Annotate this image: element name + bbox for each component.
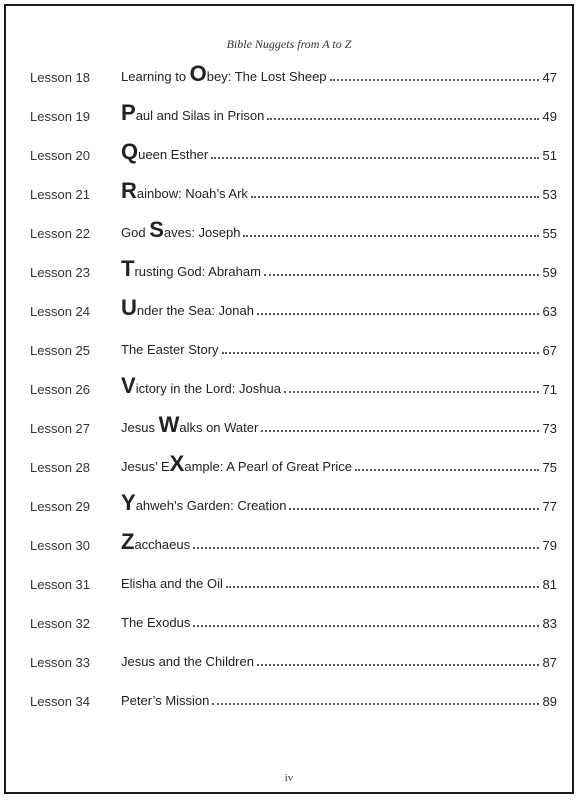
toc-row [6, 610, 572, 634]
lesson-label: Lesson 30 [30, 538, 90, 553]
title-text: aves: Joseph [163, 225, 241, 240]
alphabet-letter: O [189, 61, 207, 86]
title-text: bey: The Lost Sheep [206, 69, 327, 84]
toc-page-number: 59 [542, 265, 557, 280]
toc-page-number: 51 [542, 148, 557, 163]
toc-row [6, 373, 572, 400]
toc-row [6, 490, 572, 517]
lesson-title [121, 492, 286, 517]
dot-leader [289, 508, 538, 510]
lesson-title [121, 375, 281, 400]
lesson-title [121, 687, 209, 712]
lesson-label: Lesson 34 [30, 694, 90, 709]
lesson-title [121, 414, 258, 439]
alphabet-letter: T [121, 256, 135, 281]
lesson-label: Lesson 26 [30, 382, 90, 397]
alphabet-letter: S [149, 217, 164, 242]
dot-leader [257, 664, 539, 666]
alphabet-letter: Z [121, 529, 135, 554]
toc-page-number: 79 [542, 538, 557, 553]
toc-entry [121, 609, 557, 634]
title-text: ahweh’s Garden: Creation [135, 498, 287, 513]
lesson-title [121, 180, 248, 205]
lesson-title [121, 102, 264, 127]
lesson-label: Lesson 33 [30, 655, 90, 670]
lesson-title [121, 141, 208, 166]
alphabet-letter: X [169, 451, 185, 476]
toc-entry [121, 492, 557, 517]
alphabet-letter: Y [121, 490, 136, 515]
toc-entry [121, 258, 557, 283]
title-text: rusting God: Abraham [134, 264, 261, 279]
alphabet-letter: P [121, 100, 136, 125]
lesson-label: Lesson 32 [30, 616, 90, 631]
toc-entry [121, 102, 557, 127]
toc-entry [121, 63, 557, 88]
toc-page-number: 47 [542, 70, 557, 85]
toc-page-number: 63 [542, 304, 557, 319]
lesson-label: Lesson 23 [30, 265, 90, 280]
toc-entry [121, 336, 557, 361]
book-page [4, 4, 574, 794]
toc-row [6, 178, 572, 205]
toc-row [6, 256, 572, 283]
lesson-title [121, 297, 254, 322]
alphabet-letter: V [121, 373, 136, 398]
title-text: Elisha and the Oil [121, 576, 223, 591]
toc-entry [121, 219, 557, 244]
lesson-label: Lesson 19 [30, 109, 90, 124]
toc-page-number: 49 [542, 109, 557, 124]
dot-leader [226, 586, 539, 588]
toc-page-number: 81 [542, 577, 557, 592]
title-text: ictory in the Lord: Joshua [135, 381, 281, 396]
toc-entry [121, 531, 557, 556]
dot-leader [211, 157, 538, 159]
dot-leader [355, 469, 539, 471]
lesson-label: Lesson 22 [30, 226, 90, 241]
lesson-title [121, 63, 327, 88]
lesson-title [121, 648, 254, 673]
title-text: acchaeus [134, 537, 191, 552]
toc-entry [121, 687, 557, 712]
alphabet-letter: W [158, 412, 180, 437]
title-text: ueen Esther [138, 147, 209, 162]
toc-page-number: 53 [542, 187, 557, 202]
toc-row [6, 217, 572, 244]
dot-leader [257, 313, 539, 315]
title-text: The Exodus [121, 615, 191, 630]
toc-page-number: 77 [542, 499, 557, 514]
toc-page-number: 75 [542, 460, 557, 475]
title-text: nder the Sea: Jonah [136, 303, 254, 318]
toc-row [6, 688, 572, 712]
title-text: Jesus [121, 420, 159, 435]
toc-row [6, 139, 572, 166]
title-text: Jesus and the Children [121, 654, 254, 669]
toc-entry [121, 453, 557, 478]
toc-row [6, 412, 572, 439]
toc-entry [121, 648, 557, 673]
running-title: Bible Nuggets from A to Z [226, 37, 352, 51]
dot-leader [222, 352, 539, 354]
dot-leader [261, 430, 538, 432]
dot-leader [267, 118, 538, 120]
toc-page-number: 67 [542, 343, 557, 358]
toc-row [6, 529, 572, 556]
toc-page-number: 73 [542, 421, 557, 436]
dot-leader [330, 79, 539, 81]
dot-leader [243, 235, 538, 237]
title-text: Peter’s Mission [121, 693, 210, 708]
lesson-title [121, 453, 352, 478]
toc-entry [121, 375, 557, 400]
toc-entry [121, 414, 557, 439]
title-text: God [121, 225, 150, 240]
title-text: ample: A Pearl of Great Price [184, 459, 352, 474]
toc-page-number: 71 [542, 382, 557, 397]
alphabet-letter: R [121, 178, 137, 203]
toc-row [6, 61, 572, 88]
lesson-label: Lesson 24 [30, 304, 90, 319]
lesson-title [121, 609, 190, 634]
toc-page-number: 87 [542, 655, 557, 670]
toc-page-number: 83 [542, 616, 557, 631]
toc-entry [121, 141, 557, 166]
dot-leader [193, 625, 538, 627]
title-text: ainbow: Noah’s Ark [136, 186, 248, 201]
title-text: Learning to [121, 69, 190, 84]
lesson-label: Lesson 18 [30, 70, 90, 85]
lesson-label: Lesson 25 [30, 343, 90, 358]
toc-entry [121, 297, 557, 322]
lesson-title [121, 219, 240, 244]
dot-leader [212, 703, 538, 705]
dot-leader [284, 391, 539, 393]
alphabet-letter: U [121, 295, 137, 320]
toc-page-number: 89 [542, 694, 557, 709]
toc-row [6, 100, 572, 127]
lesson-label: Lesson 21 [30, 187, 90, 202]
lesson-title [121, 570, 223, 595]
lesson-label: Lesson 20 [30, 148, 90, 163]
toc-row [6, 295, 572, 322]
title-text: The Easter Story [121, 342, 219, 357]
toc-row [6, 451, 572, 478]
dot-leader [251, 196, 539, 198]
toc-entry [121, 570, 557, 595]
toc-entry [121, 180, 557, 205]
lesson-label: Lesson 31 [30, 577, 90, 592]
page-number: iv [284, 772, 294, 784]
lesson-label: Lesson 27 [30, 421, 90, 436]
toc-page-number: 55 [542, 226, 557, 241]
lesson-title [121, 336, 219, 361]
toc-row [6, 649, 572, 673]
alphabet-letter: Q [121, 139, 139, 164]
title-text: aul and Silas in Prison [135, 108, 265, 123]
lesson-label: Lesson 29 [30, 499, 90, 514]
toc-row [6, 337, 572, 361]
lesson-label: Lesson 28 [30, 460, 90, 475]
title-text: alks on Water [179, 420, 259, 435]
lesson-title [121, 531, 190, 556]
title-text: Jesus’ E [121, 459, 170, 474]
toc-row [6, 571, 572, 595]
dot-leader [193, 547, 538, 549]
lesson-title [121, 258, 261, 283]
dot-leader [264, 274, 539, 276]
